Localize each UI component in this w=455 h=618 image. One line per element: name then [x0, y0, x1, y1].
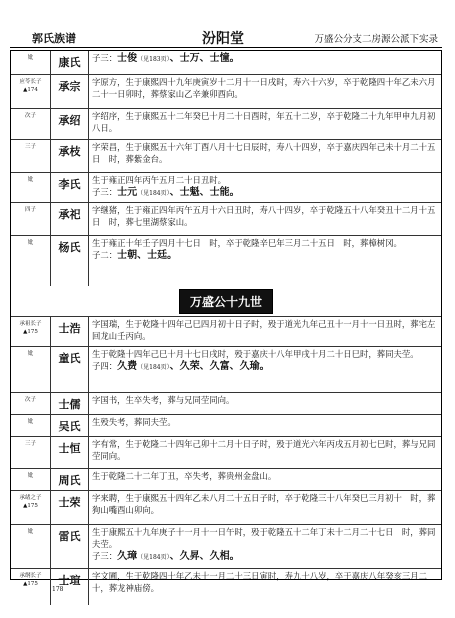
name-cell: 康氏 [51, 51, 89, 74]
child-page-ref: （见183页） [137, 56, 170, 63]
name-cell: 承宗 [51, 75, 89, 108]
table-row [11, 75, 441, 109]
children-rest: 、士魁、士能。 [169, 187, 240, 199]
children-line [92, 249, 437, 263]
children-prefix: 子三： [92, 551, 118, 562]
name-cell: 周氏 [51, 469, 89, 490]
child-page-ref: （见184页） [137, 554, 170, 562]
child-page-ref: （见184页） [137, 364, 170, 372]
relation-cell: 三子 [11, 437, 51, 468]
name-cell: 承祀 [51, 203, 89, 235]
table-row [11, 317, 441, 347]
description-text: 字国书，生卒失考，葬与兄同茔同向。 [92, 395, 235, 405]
description-cell [89, 491, 441, 524]
description-text: 字国瑞，生于乾隆十四年己巳四月初十日子时，殁于道光九年己丑十一月十一日丑时，葬宅左回龙山壬丙向。 [92, 319, 436, 342]
description-text: 生于康熙五十九年庚子十一月十一日午时，殁于乾隆五十二年丁未十二月二十七日 时，葬同夫茔。 [92, 527, 436, 550]
description-cell [89, 415, 441, 436]
child-page-ref: （见184页） [137, 190, 170, 198]
description-cell [89, 140, 441, 172]
description-cell [89, 236, 441, 286]
table-row [11, 347, 441, 393]
name-cell: 童氏 [51, 347, 89, 392]
table-row [11, 525, 441, 569]
description-cell [89, 75, 441, 108]
name-cell: 士瑄 [51, 569, 89, 605]
children-rest: 、久荣、久富、久瑜。 [169, 361, 270, 373]
relation-cell: 妣 [11, 415, 51, 436]
table-row [11, 491, 441, 525]
table-row [11, 236, 441, 286]
child-name-main: 久费 [117, 361, 138, 373]
description-text: 字有常，生于乾隆二十四年己卯十二月十日子时，殁于道光六年丙戌五月初七巳时，葬与兄同茔同向。 [92, 439, 436, 462]
name-cell: 士浩 [51, 317, 89, 346]
description-cell [89, 437, 441, 468]
book-title: 郭氏族谱 [32, 32, 76, 45]
child-name-main: 士元 [117, 187, 138, 199]
section-title: 万盛公分支二房源公派下实录 [314, 34, 438, 45]
description-cell [89, 203, 441, 235]
children-line [92, 186, 437, 200]
description-text: 字原方，生于康熙四十九年庚寅岁十二月十一日戌时，寿六十六岁，卒于乾隆四十年乙未六月二十一日卯时，葬蔡家山乙辛兼卯酉向。 [92, 77, 436, 100]
children-line [92, 360, 437, 374]
description-cell [89, 173, 441, 202]
relation-cell: 次子 [11, 109, 51, 139]
description-text: 生于雍正四年丙午五月二十日丑时。 [92, 175, 226, 185]
relation-cell: 承绪之子 ▲175 [11, 491, 51, 524]
table-row [11, 51, 441, 75]
table-row [11, 140, 441, 173]
name-cell: 吴氏 [51, 415, 89, 436]
table-row [11, 203, 441, 236]
description-text: 字文圃，生于乾隆四十年乙未十一月二十三日寅时，寿九十八岁，卒于嘉庆八年癸亥三月二十，葬龙神庙傍。 [92, 571, 427, 594]
description-cell [89, 51, 441, 74]
description-text: 字继猪，生于雍正四年丙午五月十六日丑时，寿八十四岁，卒于乾隆五十八年癸丑十二月十五日 时，葬七里湖蔡家山。 [92, 205, 436, 228]
table-row [11, 469, 441, 491]
description-cell [89, 393, 441, 414]
name-cell: 士儒 [51, 393, 89, 414]
children-prefix: 子三： [92, 187, 118, 198]
description-cell [89, 469, 441, 490]
description-text: 字来聘，生于康熙五十四年乙未八月二十五日子时，卒于乾隆三十八年癸巳三月初十 时，葬狗山嘴酉山卯向。 [92, 493, 436, 516]
rows-group-a [11, 51, 441, 286]
relation-cell: 妣 [11, 469, 51, 490]
relation-cell: 四子 [11, 203, 51, 235]
description-cell [89, 109, 441, 139]
child-name-main: 士俊 [117, 53, 138, 64]
table-row [11, 109, 441, 140]
table-row [11, 569, 441, 605]
description-cell [89, 347, 441, 392]
table-row [11, 173, 441, 203]
table-row [11, 393, 441, 415]
relation-cell: 妣 [11, 173, 51, 202]
relation-cell: 次子 [11, 393, 51, 414]
description-text: 生于乾隆二十二年丁丑，卒失考，葬贵州金盘山。 [92, 471, 277, 481]
description-text: 生殁失考，葬同夫茔。 [92, 417, 176, 427]
relation-cell: 应苓长子 ▲174 [11, 75, 51, 108]
children-rest: 士朝、士廷。 [117, 250, 178, 262]
description-cell [89, 569, 441, 605]
generation-divider [11, 286, 441, 317]
table-row [11, 437, 441, 469]
children-rest: 、久昇、久相。 [169, 551, 240, 563]
name-cell: 士荣 [51, 491, 89, 524]
table-row [11, 415, 441, 437]
name-cell: 李氏 [51, 173, 89, 202]
generation-title: 万盛公十九世 [179, 289, 273, 314]
page-header [10, 26, 442, 48]
name-cell: 雷氏 [51, 525, 89, 568]
children-prefix: 子二： [92, 250, 118, 261]
children-line [92, 550, 437, 564]
children-line [92, 52, 437, 66]
name-cell: 承绍 [51, 109, 89, 139]
hall-name: 汾阳堂 [202, 31, 244, 47]
relation-cell: 承祖长子 ▲175 [11, 317, 51, 346]
children-rest: 、士万、士憧。 [169, 53, 240, 64]
name-cell: 杨氏 [51, 236, 89, 286]
description-text: 生于乾隆十四年己巳十月十七日戌时，殁于嘉庆十八年甲戌十月二十日巳时，葬同夫茔。 [92, 349, 419, 359]
relation-cell: 妣 [11, 525, 51, 568]
relation-cell: 承纲长子 ▲175 [11, 569, 51, 605]
description-cell [89, 525, 441, 568]
children-prefix: 子三： [92, 53, 118, 63]
page-number: 178 [52, 586, 64, 593]
relation-cell: 妣 [11, 51, 51, 74]
name-cell: 承枝 [51, 140, 89, 172]
description-cell [89, 317, 441, 346]
description-text: 字荣昌，生于康熙五十六年丁酉八月十七日辰时，寿八十四岁，卒于嘉庆四年己未十月二十五日 时，葬紫金台。 [92, 142, 436, 165]
relation-cell: 三子 [11, 140, 51, 172]
description-text: 字绍序，生于康熙五十二年癸巳十月二十日酉时，年五十二岁，卒于乾隆二十九年甲申九月初八日。 [92, 111, 436, 134]
relation-cell: 妣 [11, 347, 51, 392]
description-text: 生于雍正十年壬子四月十七日 时，卒于乾隆辛巳年三月二十五日 时，葬樟树冈。 [92, 238, 402, 248]
relation-cell: 妣 [11, 236, 51, 286]
children-prefix: 子四： [92, 361, 118, 372]
child-name-main: 久璋 [117, 551, 138, 563]
rows-group-b [11, 317, 441, 605]
name-cell: 士恒 [51, 437, 89, 468]
